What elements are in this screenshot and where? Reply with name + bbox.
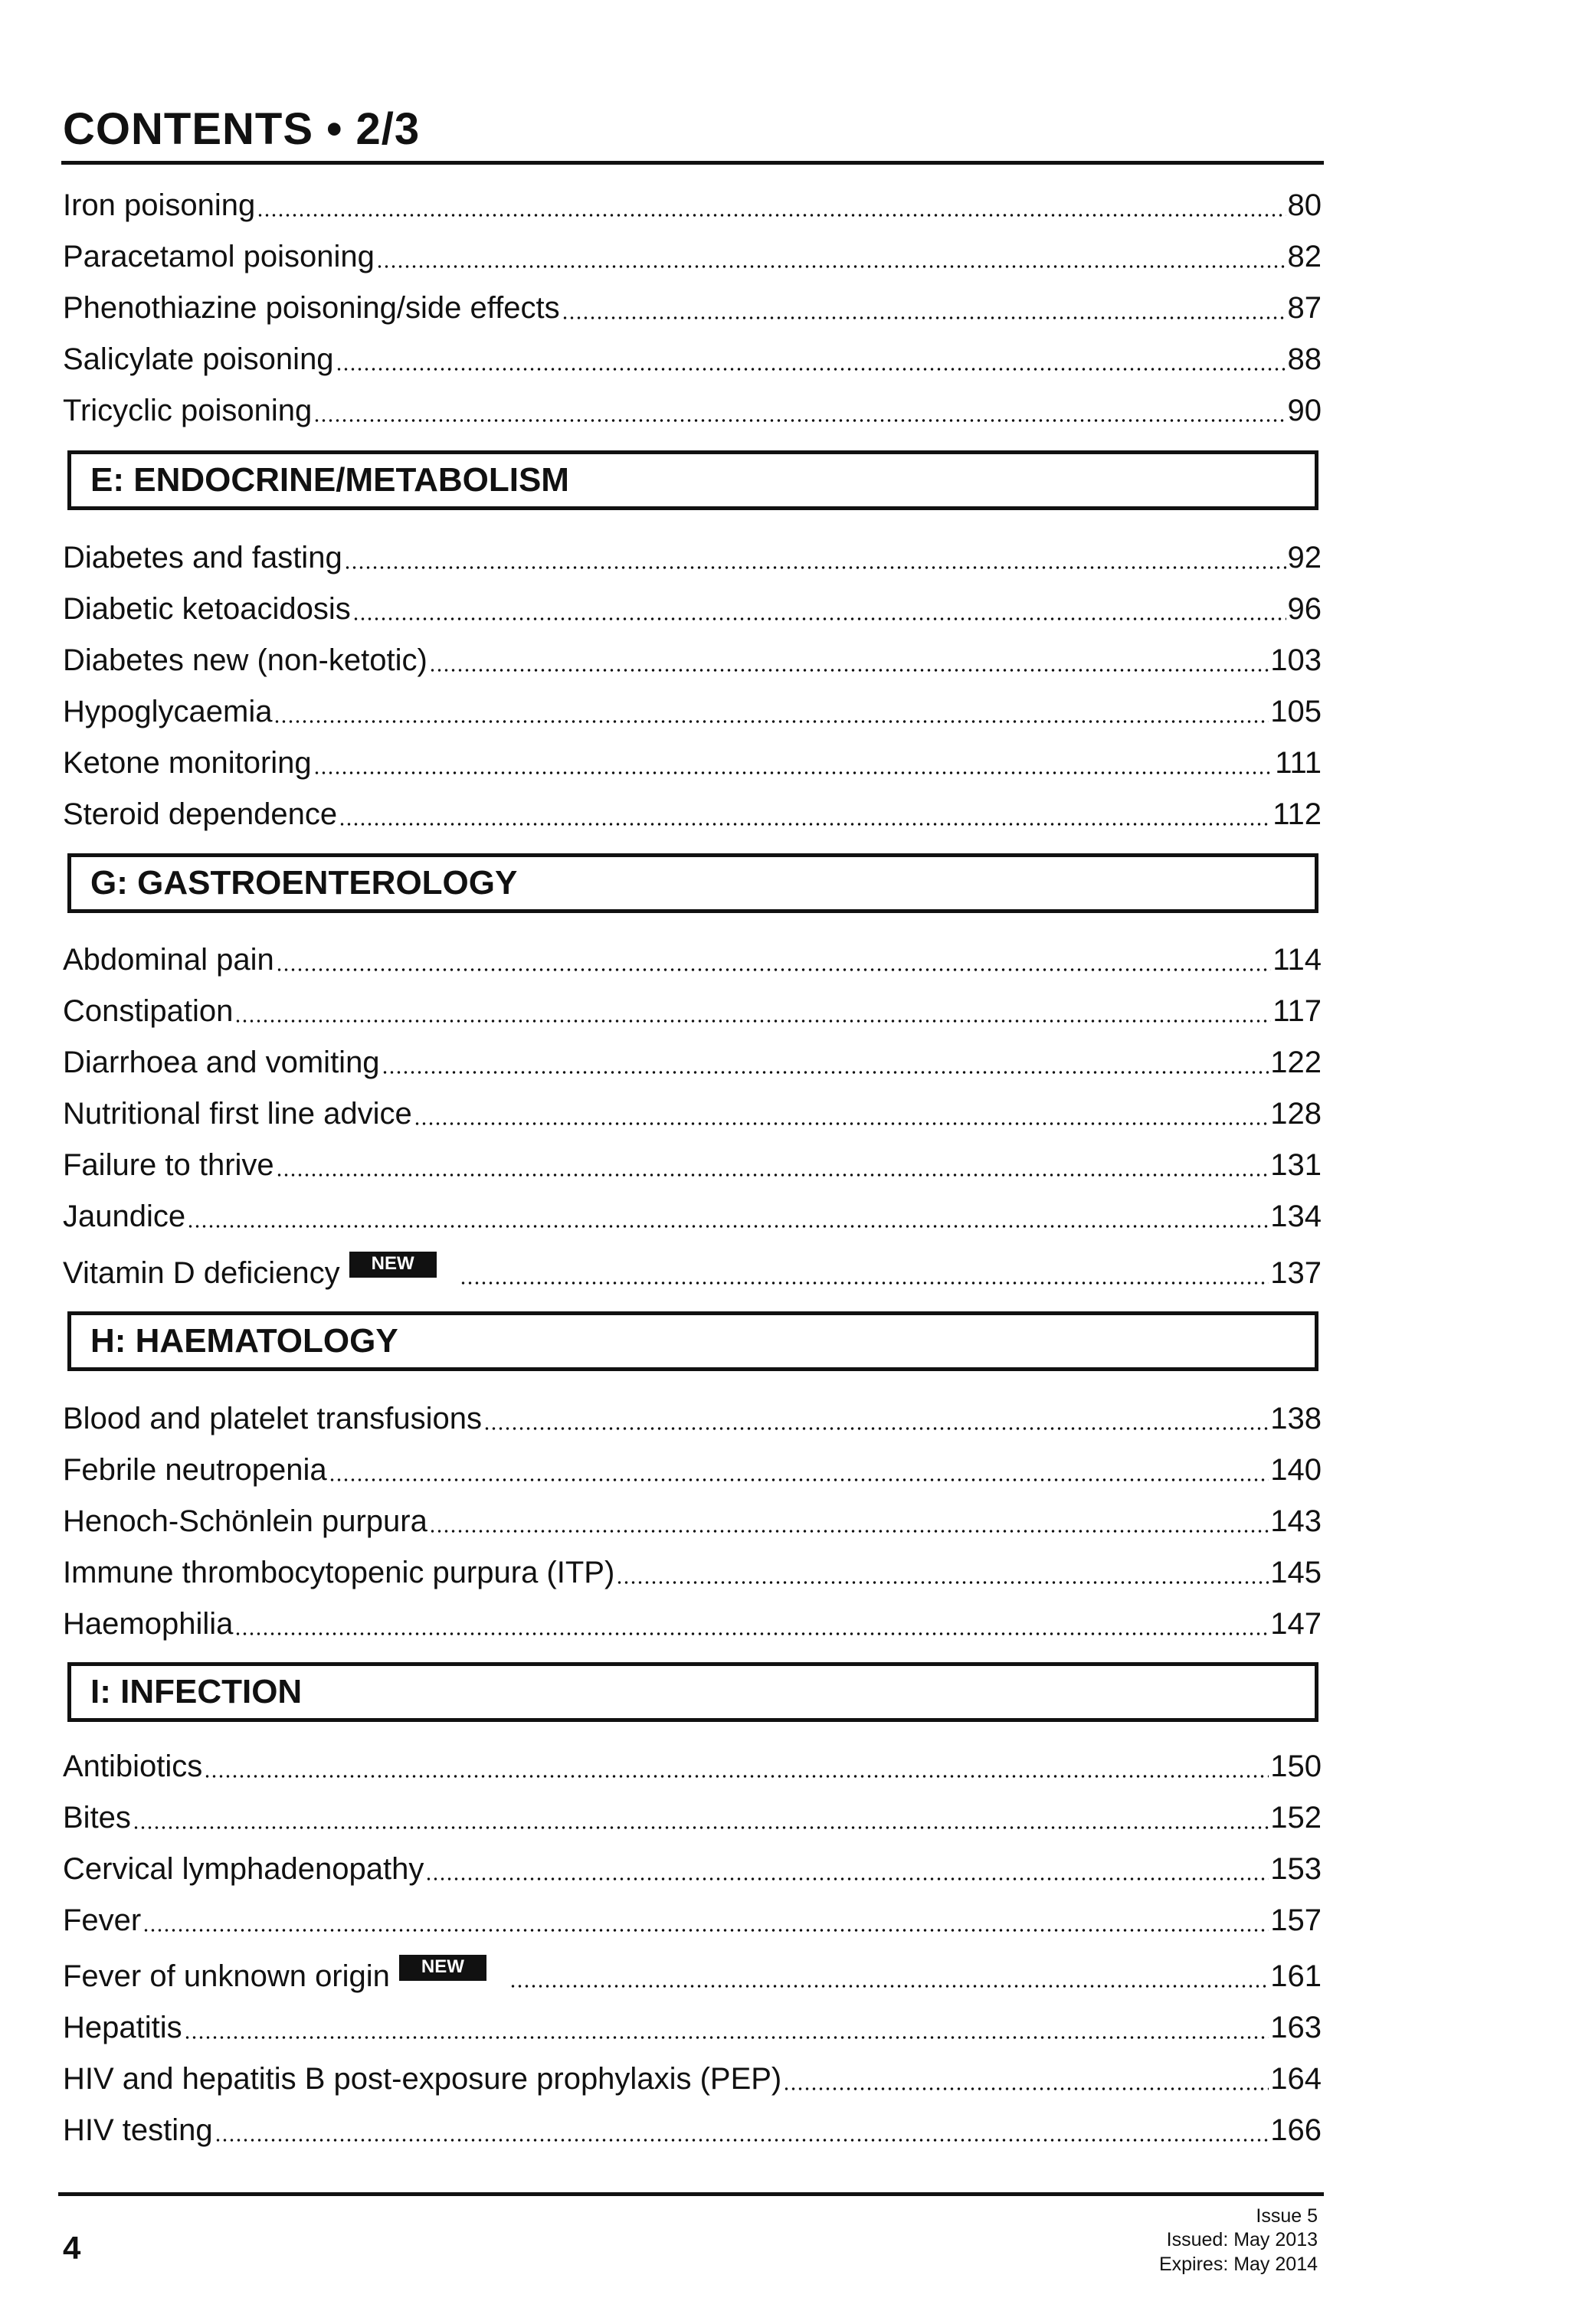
dot-leader <box>562 316 1286 319</box>
dot-leader <box>783 2087 1269 2090</box>
toc-entry-label: Hepatitis <box>63 2011 182 2044</box>
toc-entry[interactable] <box>63 690 1322 730</box>
toc-entry[interactable] <box>63 741 1322 781</box>
toc-entry-label: Constipation <box>63 994 234 1028</box>
dot-leader <box>234 1020 1271 1023</box>
toc-entry[interactable] <box>63 536 1322 576</box>
dot-leader <box>483 1427 1269 1430</box>
toc-entry-label: Diabetic ketoacidosis <box>63 592 351 626</box>
toc-entry[interactable] <box>63 2057 1322 2097</box>
toc-entry-label: Blood and platelet transfusions <box>63 1402 483 1435</box>
section-heading-infection <box>67 1662 1318 1722</box>
toc-entry-page: 80 <box>1287 188 1322 222</box>
toc-entry-page: 82 <box>1287 240 1322 273</box>
issued-date: Issued: May 2013 <box>1166 2229 1318 2251</box>
section-title: H: HAEMATOLOGY <box>90 1322 398 1360</box>
toc-entry-label: Steroid dependence <box>63 797 338 831</box>
toc-entry-label: Henoch-Schönlein purpura <box>63 1504 427 1538</box>
toc-entry[interactable] <box>63 2109 1322 2149</box>
toc-entry[interactable] <box>63 184 1322 224</box>
toc-entry-label: Bites <box>63 1801 131 1835</box>
toc-entry-page: 153 <box>1270 1852 1322 1886</box>
toc-entry[interactable] <box>63 1796 1322 1836</box>
toc-entry-label: Immune thrombocytopenic purpura (ITP) <box>63 1556 615 1589</box>
title-divider <box>61 161 1324 165</box>
issue-info <box>1159 2205 1318 2277</box>
toc-entry-page: 112 <box>1273 797 1322 831</box>
toc-entry-label: Jaundice <box>63 1200 186 1233</box>
toc-entry[interactable] <box>63 286 1322 326</box>
toc-entry-label: Febrile neutropenia <box>63 1453 327 1487</box>
toc-entry[interactable] <box>63 338 1322 378</box>
toc-entry[interactable] <box>63 1848 1322 1887</box>
toc-entry-page: 128 <box>1270 1097 1322 1131</box>
toc-entry-page: 138 <box>1270 1402 1322 1435</box>
toc-entry-label: Failure to thrive <box>63 1148 274 1182</box>
toc-entry[interactable] <box>63 235 1322 275</box>
toc-entry[interactable] <box>63 1041 1322 1081</box>
toc-entry-page: 114 <box>1273 943 1322 977</box>
toc-entry-page: 90 <box>1287 394 1322 427</box>
new-badge: NEW <box>399 1955 486 1981</box>
toc-entry[interactable] <box>63 1397 1322 1437</box>
toc-entry-page: 145 <box>1270 1556 1322 1589</box>
dot-leader <box>376 265 1286 268</box>
toc-entry[interactable] <box>63 1955 1322 1995</box>
toc-entry-page: 164 <box>1270 2062 1322 2096</box>
dot-leader <box>276 968 1271 971</box>
toc-entry-page: 161 <box>1270 1959 1322 1993</box>
toc-entry-label: Iron poisoning <box>63 188 256 222</box>
dot-leader <box>352 617 1286 620</box>
toc-entry-label: HIV and hepatitis B post-exposure prophylaxis (PEP) <box>63 2062 782 2096</box>
dot-leader <box>313 771 1274 774</box>
section-heading-gastroenterology <box>67 853 1318 913</box>
toc-entry-page: 150 <box>1270 1750 1322 1783</box>
toc-entry-label: Cervical lymphadenopathy <box>63 1852 424 1886</box>
toc-entry-label: Fever <box>63 1903 142 1937</box>
expiry-date: Expires: May 2014 <box>1158 2253 1318 2275</box>
section-title: I: INFECTION <box>90 1673 303 1710</box>
toc-entry-label: Phenothiazine poisoning/side effects <box>63 291 560 325</box>
toc-entry[interactable] <box>63 588 1322 627</box>
toc-entry-page: 87 <box>1287 291 1322 325</box>
dot-leader <box>329 1478 1269 1481</box>
toc-entry-page: 134 <box>1270 1200 1322 1233</box>
dot-leader <box>215 2139 1269 2142</box>
toc-entry[interactable] <box>63 1144 1322 1183</box>
toc-entry-label: Haemophilia <box>63 1607 234 1641</box>
new-badge: NEW <box>349 1252 437 1278</box>
dot-leader <box>313 419 1286 422</box>
toc-entry-page: 88 <box>1287 342 1322 376</box>
dot-leader <box>460 1281 1269 1285</box>
toc-entry-page: 152 <box>1270 1801 1322 1835</box>
toc-entry-page: 147 <box>1270 1607 1322 1641</box>
dot-leader <box>133 1826 1269 1829</box>
footer-divider <box>58 2192 1324 2196</box>
toc-entry-label: Salicylate poisoning <box>63 342 334 376</box>
toc-entry-label: Tricyclic poisoning <box>63 394 313 427</box>
toc-entry[interactable] <box>63 389 1322 429</box>
toc-entry[interactable] <box>63 1195 1322 1235</box>
toc-entry-page: 140 <box>1270 1453 1322 1487</box>
toc-entry-label: Antibiotics <box>63 1750 203 1783</box>
toc-entry[interactable] <box>63 639 1322 679</box>
toc-entry-page: 105 <box>1270 695 1322 728</box>
section-title: G: GASTROENTEROLOGY <box>90 864 518 902</box>
dot-leader <box>509 1985 1269 1988</box>
section-heading-endocrine <box>67 450 1318 510</box>
dot-leader <box>344 566 1286 569</box>
toc-entry-label: Fever of unknown origin <box>63 1959 390 1993</box>
toc-entry-label: Ketone monitoring <box>63 746 312 780</box>
toc-entry[interactable] <box>63 1899 1322 1939</box>
toc-entry-page: 122 <box>1270 1046 1322 1079</box>
dot-leader <box>429 1530 1269 1533</box>
toc-entry-page: 111 <box>1275 746 1322 780</box>
toc-entry[interactable] <box>63 793 1322 833</box>
dot-leader <box>234 1632 1269 1635</box>
toc-entry-label: Diarrhoea and vomiting <box>63 1046 380 1079</box>
section-heading-haematology <box>67 1311 1318 1371</box>
dot-leader <box>184 2036 1269 2039</box>
toc-entry-label: Vitamin D deficiency <box>63 1256 340 1290</box>
toc-entry[interactable] <box>63 1500 1322 1540</box>
page-title: CONTENTS • 2/3 <box>63 104 421 154</box>
toc-entry-page: 166 <box>1270 2113 1322 2147</box>
issue-number: Issue 5 <box>1256 2205 1318 2227</box>
toc-entry[interactable] <box>63 2006 1322 2046</box>
toc-entry-label: Nutritional first line advice <box>63 1097 412 1131</box>
dot-leader <box>257 214 1286 217</box>
toc-entry[interactable] <box>63 990 1322 1029</box>
toc-entry[interactable] <box>63 1602 1322 1642</box>
toc-entry[interactable] <box>63 1745 1322 1785</box>
dot-leader <box>339 823 1271 826</box>
dot-leader <box>204 1775 1269 1778</box>
dot-leader <box>425 1877 1269 1880</box>
dot-leader <box>142 1929 1269 1932</box>
toc-entry-label: Abdominal pain <box>63 943 274 977</box>
toc-entry-page: 103 <box>1270 643 1322 677</box>
toc-entry-label: Hypoglycaemia <box>63 695 273 728</box>
toc-entry-label: HIV testing <box>63 2113 213 2147</box>
toc-entry-page: 131 <box>1270 1148 1322 1182</box>
dot-leader <box>276 1173 1269 1177</box>
dot-leader <box>414 1122 1269 1125</box>
toc-entry-page: 163 <box>1270 2011 1322 2044</box>
toc-entry-page: 117 <box>1273 994 1322 1028</box>
dot-leader <box>429 669 1269 672</box>
toc-entry[interactable] <box>63 1448 1322 1488</box>
toc-entry-page: 137 <box>1270 1256 1322 1290</box>
toc-entry[interactable] <box>63 1551 1322 1591</box>
dot-leader <box>187 1225 1269 1228</box>
toc-entry-page: 96 <box>1287 592 1322 626</box>
dot-leader <box>616 1581 1269 1584</box>
toc-entry-label: Diabetes new (non-ketotic) <box>63 643 427 677</box>
toc-entry-page: 92 <box>1287 541 1322 574</box>
toc-entry[interactable] <box>63 1092 1322 1132</box>
toc-entry-label: Paracetamol poisoning <box>63 240 375 273</box>
page-number: 4 <box>63 2230 81 2266</box>
dot-leader <box>336 368 1286 371</box>
dot-leader <box>382 1071 1269 1074</box>
dot-leader <box>274 720 1269 723</box>
toc-entry[interactable] <box>63 938 1322 978</box>
toc-entry-page: 143 <box>1270 1504 1322 1538</box>
section-title: E: ENDOCRINE/METABOLISM <box>90 461 569 499</box>
toc-entry-page: 157 <box>1270 1903 1322 1937</box>
toc-entry[interactable] <box>63 1252 1322 1291</box>
toc-entry-label: Diabetes and fasting <box>63 541 342 574</box>
